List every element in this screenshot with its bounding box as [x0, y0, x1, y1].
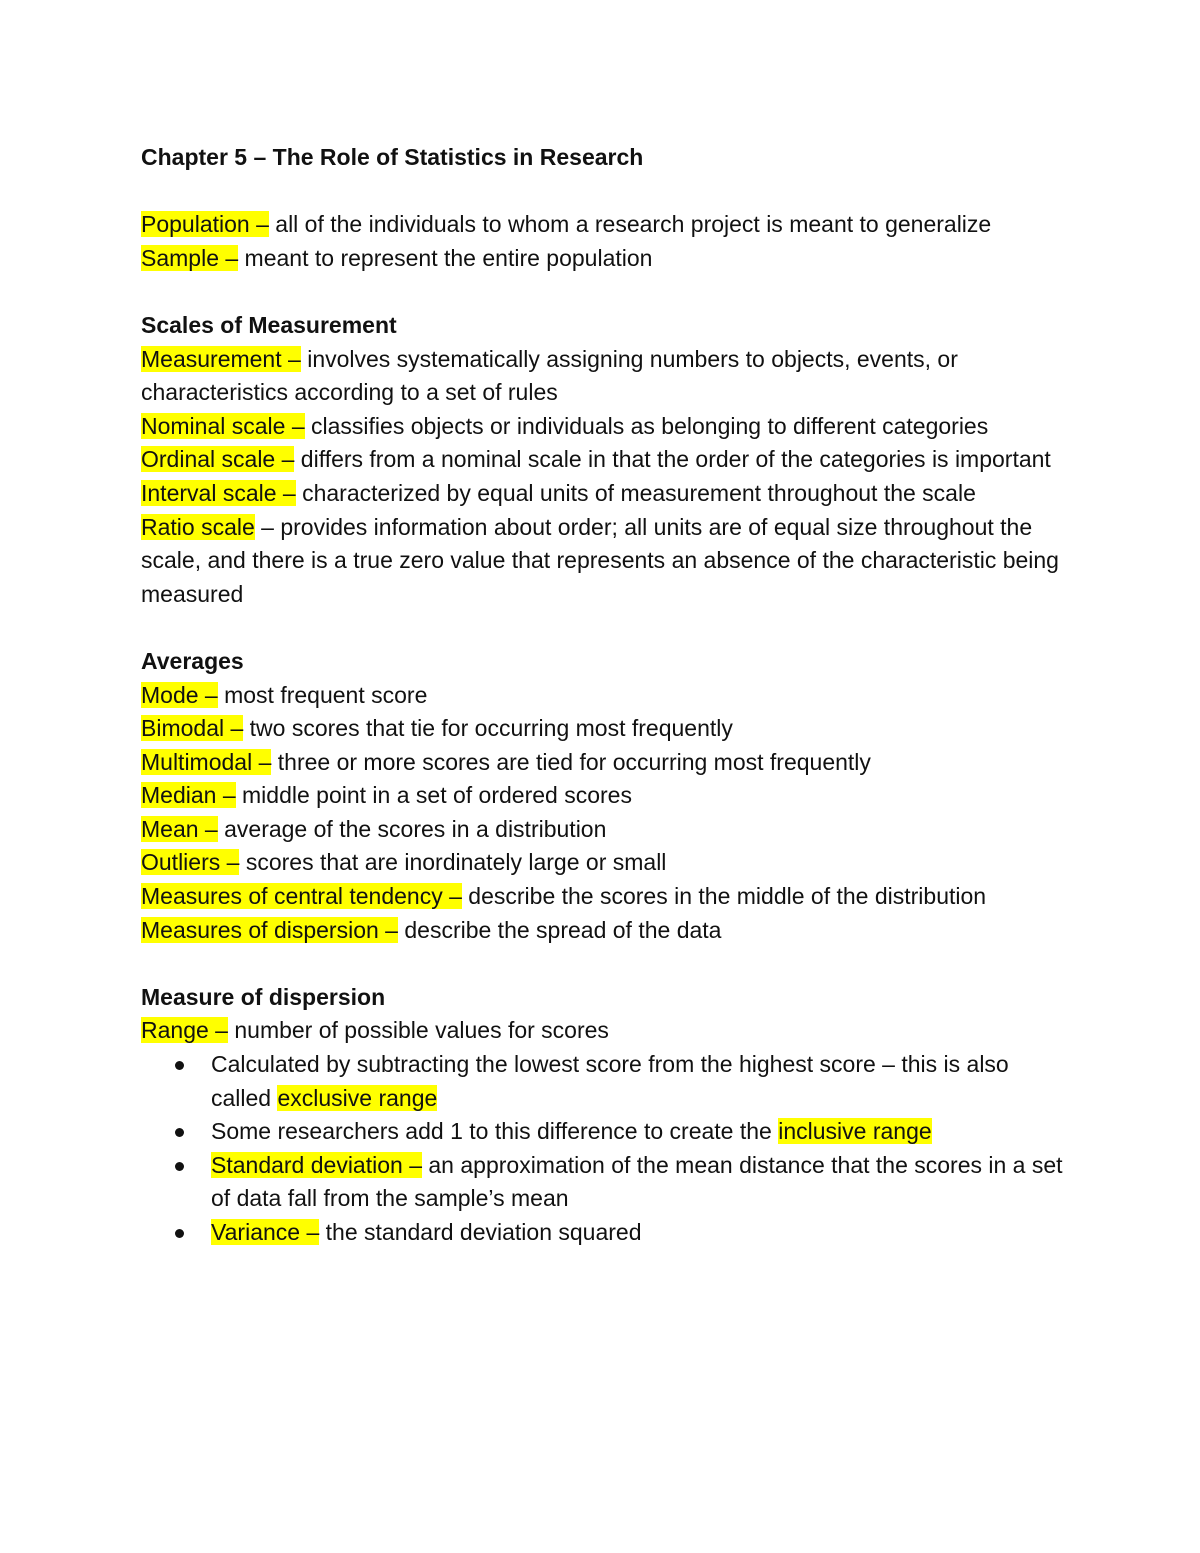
- definition-population: [141, 208, 1071, 242]
- bullet-text: Some researchers add 1 to this difference to create the: [211, 1118, 779, 1145]
- definition-measures-of-dispersion: [141, 914, 1071, 948]
- definition-outliers: [141, 846, 1071, 880]
- document-page: [141, 141, 1071, 1250]
- definition-nominal-scale: [141, 410, 1071, 444]
- spacer: [141, 611, 1071, 645]
- definition-sample: [141, 242, 1071, 276]
- term-highlight: Outliers –: [141, 849, 240, 876]
- section-heading-dispersion: Measure of dispersion: [141, 983, 386, 1010]
- bullet-item-exclusive-range: [141, 1048, 1071, 1115]
- bullet-item-standard-deviation: [141, 1149, 1071, 1216]
- bullet-text: Calculated by subtracting the lowest score from the highest score – this is also called: [211, 1051, 1009, 1111]
- definition-text: number of possible values for scores: [227, 1017, 609, 1044]
- term-highlight: exclusive range: [277, 1084, 438, 1111]
- definition-ratio-scale: [141, 511, 1071, 612]
- bullet-icon: [175, 1061, 184, 1070]
- term-highlight: Sample –: [141, 244, 239, 271]
- page-title: Chapter 5 – The Role of Statistics in Research: [141, 144, 644, 170]
- definition-bimodal: [141, 712, 1071, 746]
- definition-text: describe the spread of the data: [397, 916, 722, 943]
- bullet-icon: [175, 1162, 184, 1171]
- definition-text: – provides information about order; all units are of equal size throughout the scale, and there is a true zero value that represents an absence of the characteristic being measured: [141, 513, 1059, 607]
- definition-text: three or more scores are tied for occurring most frequently: [271, 748, 871, 775]
- definition-text: differs from a nominal scale in that the order of the categories is important: [294, 446, 1051, 473]
- definition-text: average of the scores in a distribution: [217, 815, 607, 842]
- definition-text: scores that are inordinately large or small: [239, 849, 667, 876]
- spacer: [141, 947, 1071, 981]
- bullet-item-inclusive-range: [141, 1115, 1071, 1149]
- bullet-icon: [175, 1128, 184, 1137]
- definition-text: most frequent score: [217, 681, 428, 708]
- spacer: [141, 275, 1071, 309]
- definition-mode: [141, 679, 1071, 713]
- term-highlight: Median –: [141, 782, 236, 809]
- section-heading-averages: Averages: [141, 647, 244, 674]
- definition-text: describe the scores in the middle of the distribution: [461, 883, 987, 910]
- definition-multimodal: [141, 746, 1071, 780]
- term-highlight: Range –: [141, 1017, 228, 1044]
- term-highlight: Standard deviation –: [211, 1151, 422, 1178]
- term-highlight: Mean –: [141, 815, 218, 842]
- definition-range: [141, 1014, 1071, 1048]
- term-highlight: Ordinal scale –: [141, 446, 295, 473]
- term-highlight: Multimodal –: [141, 748, 272, 775]
- definition-text: involves systematically assigning numbers to objects, events, or characteristics according to a set of rules: [141, 345, 958, 406]
- definition-measurement: [141, 343, 1071, 410]
- definition-text: characterized by equal units of measurement throughout the scale: [295, 479, 976, 506]
- definition-text: classifies objects or individuals as belonging to different categories: [304, 412, 989, 439]
- term-highlight: Measurement –: [141, 345, 301, 372]
- definition-text: two scores that tie for occurring most frequently: [243, 715, 733, 742]
- term-highlight: inclusive range: [778, 1118, 932, 1145]
- dispersion-bullet-list: [141, 1048, 1071, 1250]
- term-highlight: Bimodal –: [141, 715, 244, 742]
- term-highlight: Mode –: [141, 681, 218, 708]
- bullet-text: the standard deviation squared: [319, 1219, 642, 1245]
- section-heading-scales: Scales of Measurement: [141, 311, 397, 338]
- bullet-item-variance: [141, 1216, 1071, 1250]
- definition-ordinal-scale: [141, 443, 1071, 477]
- term-highlight: Measures of central tendency –: [141, 883, 462, 910]
- term-highlight: Interval scale –: [141, 479, 296, 506]
- bullet-text: an approximation of the mean distance that the scores in a set of data fall from the sample’s mean: [211, 1151, 1063, 1212]
- definition-median: [141, 779, 1071, 813]
- definition-interval-scale: [141, 477, 1071, 511]
- term-highlight: Population –: [141, 211, 269, 238]
- bullet-icon: [175, 1229, 184, 1238]
- definition-mean: [141, 813, 1071, 847]
- term-highlight: Measures of dispersion –: [141, 916, 398, 943]
- definition-text: all of the individuals to whom a research project is meant to generalize: [268, 211, 992, 238]
- definition-text: meant to represent the entire population: [238, 244, 653, 271]
- definition-central-tendency: [141, 880, 1071, 914]
- term-highlight: Nominal scale –: [141, 412, 305, 439]
- term-highlight: Ratio scale: [141, 513, 255, 540]
- term-highlight: Variance –: [211, 1219, 320, 1245]
- spacer: [141, 175, 1071, 209]
- definition-text: middle point in a set of ordered scores: [235, 782, 632, 809]
